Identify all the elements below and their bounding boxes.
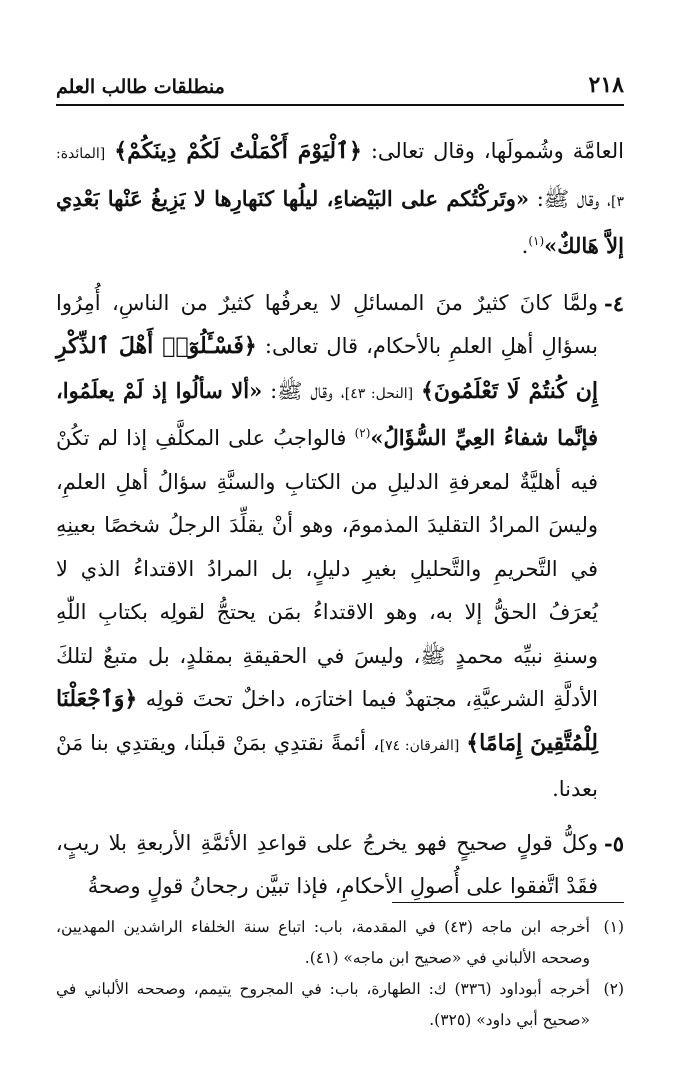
paragraph-4 [56, 282, 624, 812]
verse-reference-1: [المائدة: ٣] [56, 146, 624, 210]
p4-text-4: ، أئمةً نقتدِي بمَنْ قبلَنا، ويقتدِي بنا مَنْ بعدنا. [56, 730, 598, 801]
hadith-2: «ألا سألُوا إذ لَمْ يعلَمُوا، فإنَّما شفاءُ العِيِّ السُّؤَالُ» [56, 377, 598, 450]
footnote-number-2: (٢) [603, 980, 624, 998]
footnote-rule [392, 902, 624, 903]
footnote-number-1: (١) [603, 918, 624, 936]
footnote-text-2: أخرجه أبوداود (٣٣٦) ك: الطهارة، باب: في المجروح يتيمم، وصححه الألباني في «صحيح أبي داود» (٣٢٥). [56, 980, 590, 1029]
intro-paragraph [56, 130, 624, 269]
quran-verse-3: ﴿وَٱجْعَلْنَا لِلْمُتَّقِينَ إِمَامًا﴾ [56, 686, 598, 756]
footnote-1 [56, 912, 624, 974]
footnote-2 [56, 974, 624, 1036]
footnote-text-1: أخرجه ابن ماجه (٤٣) في المقدمة، باب: اتباع سنة الخلفاء الراشدين المهديين، وصححه الألباني في «صحيح ابن ماجه» (٤١). [56, 918, 590, 967]
header-rule [56, 104, 624, 106]
paragraph-number-4: ٤- [604, 290, 624, 316]
p4-text-1: ولمَّا كانَ كثيرٌ منَ المسائلِ لا يعرفُها كثيرٌ من الناسِ، أُمِرُوا بسؤالِ أهلِ العلمِ بالأحكام، قال تعالى: [56, 290, 598, 358]
page-body [56, 130, 624, 909]
page-header [56, 58, 624, 98]
page-number: ٢١٨ [588, 72, 624, 98]
quran-verse-2: ﴿فَسْـَٔلُوٓا۟ أَهْلَ ٱلذِّكْرِ إِن كُنتُمْ لَا تَعْلَمُونَ﴾ [56, 333, 598, 404]
quran-verse-1: ﴿ٱلْيَوْمَ أَكْمَلْتُ لَكُمْ دِينَكُمْ﴾ [114, 138, 362, 164]
paragraph-5-text: وكلُّ قولٍ صحيحٍ فهو يخرجُ على قواعدِ الأئمَّةِ الأربعةِ بلا ريبٍ، فقَدْ اتَّفقوا على أُصولِ الأحكامِ، فإذا تبيَّن رجحانُ قولٍ وصحةُ [56, 830, 598, 898]
hadith-1: «وتَركْتُكم على البَيْضاءِ، ليلُها كنَهارِها لا يَزِيغُ عَنْها بَعْدِي إلاَّ هَالكٌ» [56, 185, 624, 258]
intro-text-2: ، وقال ﷺ: [529, 186, 611, 211]
intro-end: . [521, 234, 529, 258]
p4-text-3: فالواجبُ على المكلَّفِ إذا لم تكُنْ فيه أهليَّةٌ لمعرفةِ الدليلِ من الكتابِ والسنَّةِ سؤالُ أهلِ العلمِ، وليسَ المرادُ التقليدَ المذمومَ، وهو أنْ يقلِّدَ الرجلُ شخصًا بعينِهِ في التَّحريمِ والتَّحليلِ بغيرِ دليلٍ، بل المرادُ الاقتداءُ الذي لا يُعرَفُ الحقُّ إلا به، وهو الاقتداءُ بمَن يحتجُّ لقولِه بكتابِ اللّٰهِ وسنةِ نبيِّه محمدٍ ﷺ، وليسَ في الحقيقةِ بمقلدٍ، بل متبعٌ لتلكَ الأدلَّةِ الشرعيَّةِ، مجتهدٌ فيما اختارَه، داخلٌ تحتَ قولِه [56, 426, 598, 711]
paragraph-number-5: ٥- [604, 830, 624, 856]
paragraph-5 [56, 822, 624, 909]
footnote-marker-1[interactable]: (١) [528, 234, 545, 248]
running-title: منطلقات طالب العلم [56, 76, 225, 98]
paragraph-4-text [56, 282, 598, 812]
p4-text-2: ، وقال ﷺ: [262, 378, 345, 403]
verse-reference-2: [النحل: ٤٣] [344, 385, 414, 402]
verse-reference-3: [الفرقان: ٧٤] [379, 737, 460, 754]
footnotes [56, 912, 624, 1036]
footnote-marker-2[interactable]: (٢) [354, 426, 371, 440]
intro-text-1: العامَّة وشُمولَها، وقال تعالى: [361, 139, 624, 163]
